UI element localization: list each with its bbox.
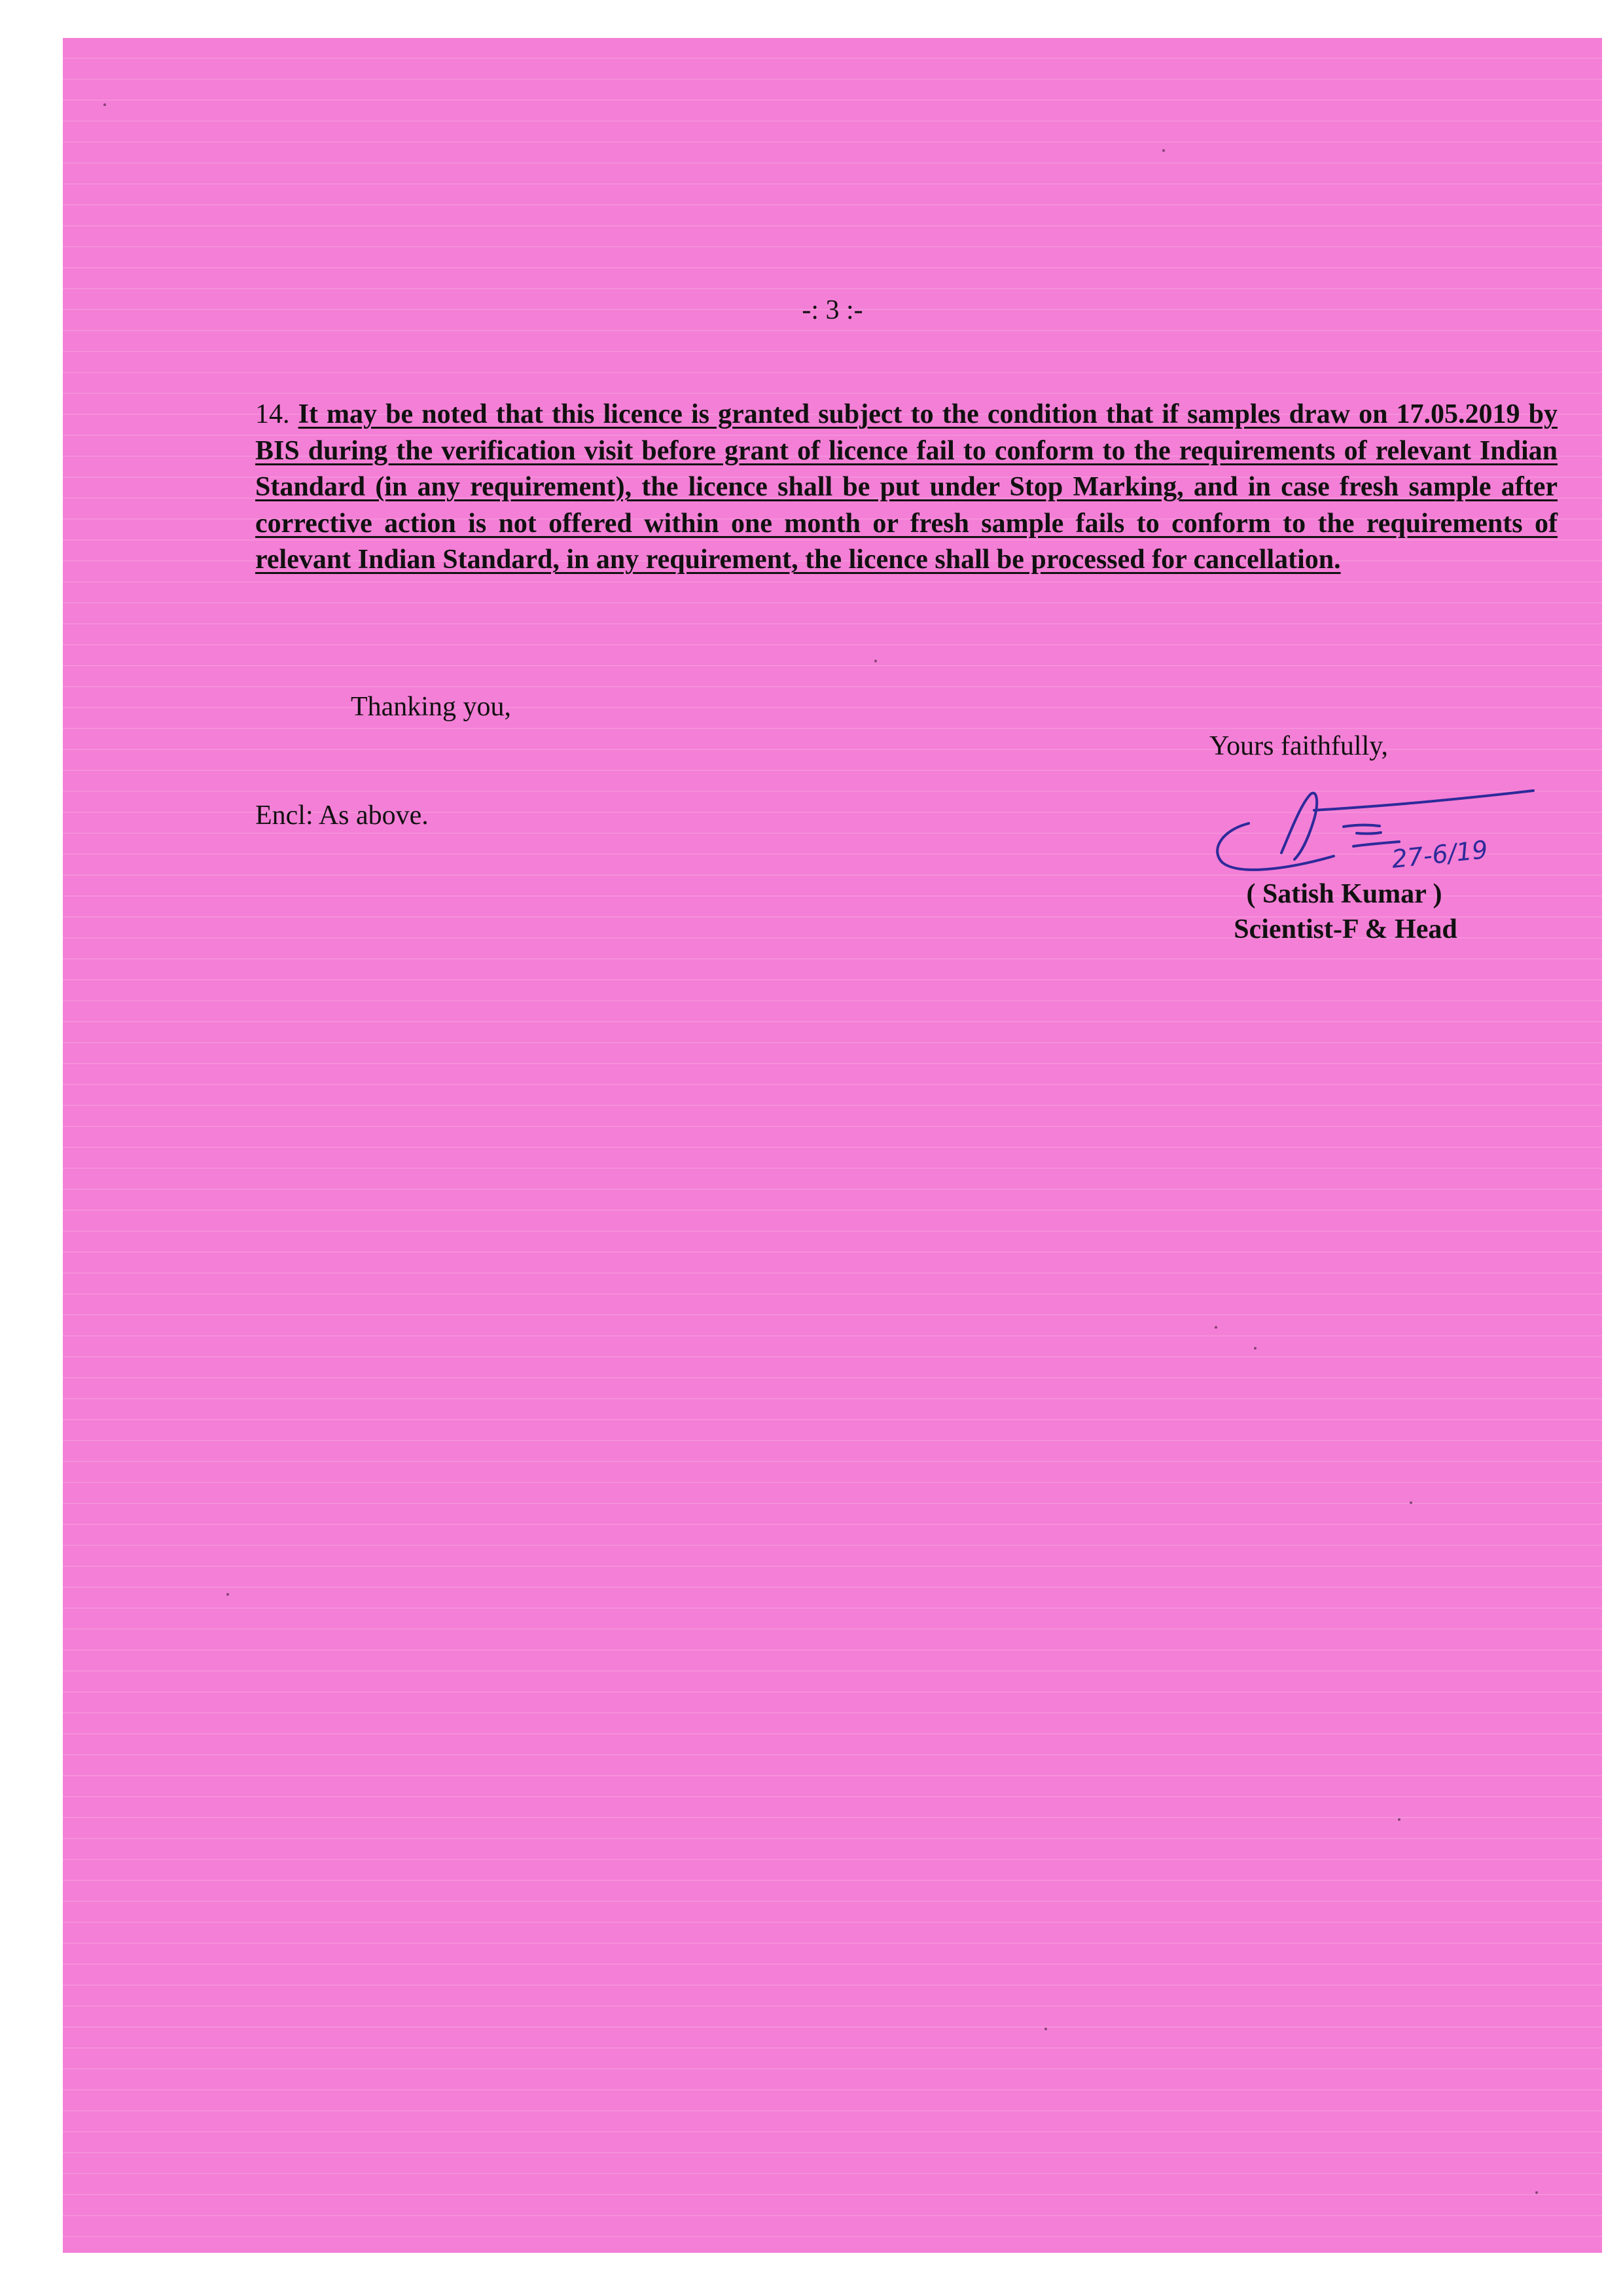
scan-speck [226, 1593, 229, 1596]
svg-text:27-6/19: 27-6/19 [1390, 834, 1489, 874]
scan-speck [1215, 1326, 1217, 1329]
clause-14 [255, 397, 1558, 579]
scan-speck [1410, 1501, 1412, 1504]
scan-speck [1535, 2191, 1538, 2194]
scan-speck [1044, 2028, 1047, 2030]
signer-title: Scientist-F & Head [1234, 914, 1457, 944]
scan-speck [1254, 1347, 1257, 1350]
scan-speck [874, 660, 877, 662]
clause-text: It may be noted that this licence is granted subject to the condition that if samples draw on 17.05.2019 by BIS during the verification visit before grant of licence fail to conform to the requirements of relevant Indian Standard (in any requirement), the licence shall be put under Stop Marking, and in case fresh sample after corrective action is not offered within one month or fresh sample fails to conform to the requirements of relevant Indian Standard, in any requirement, the licence shall be processed for cancellation. [255, 399, 1558, 575]
signer-name: ( Satish Kumar ) [1246, 879, 1442, 909]
scan-speck [1398, 1818, 1400, 1821]
closing-salutation: Yours faithfully, [1209, 731, 1389, 761]
page-number: -: 3 :- [802, 295, 863, 325]
enclosure-line: Encl: As above. [255, 800, 429, 831]
thanking-line: Thanking you, [351, 692, 511, 722]
scan-speck [103, 103, 106, 106]
pink-letter-sheet [63, 38, 1602, 2253]
clause-number: 14. [255, 399, 290, 429]
scan-speck [1162, 149, 1165, 152]
